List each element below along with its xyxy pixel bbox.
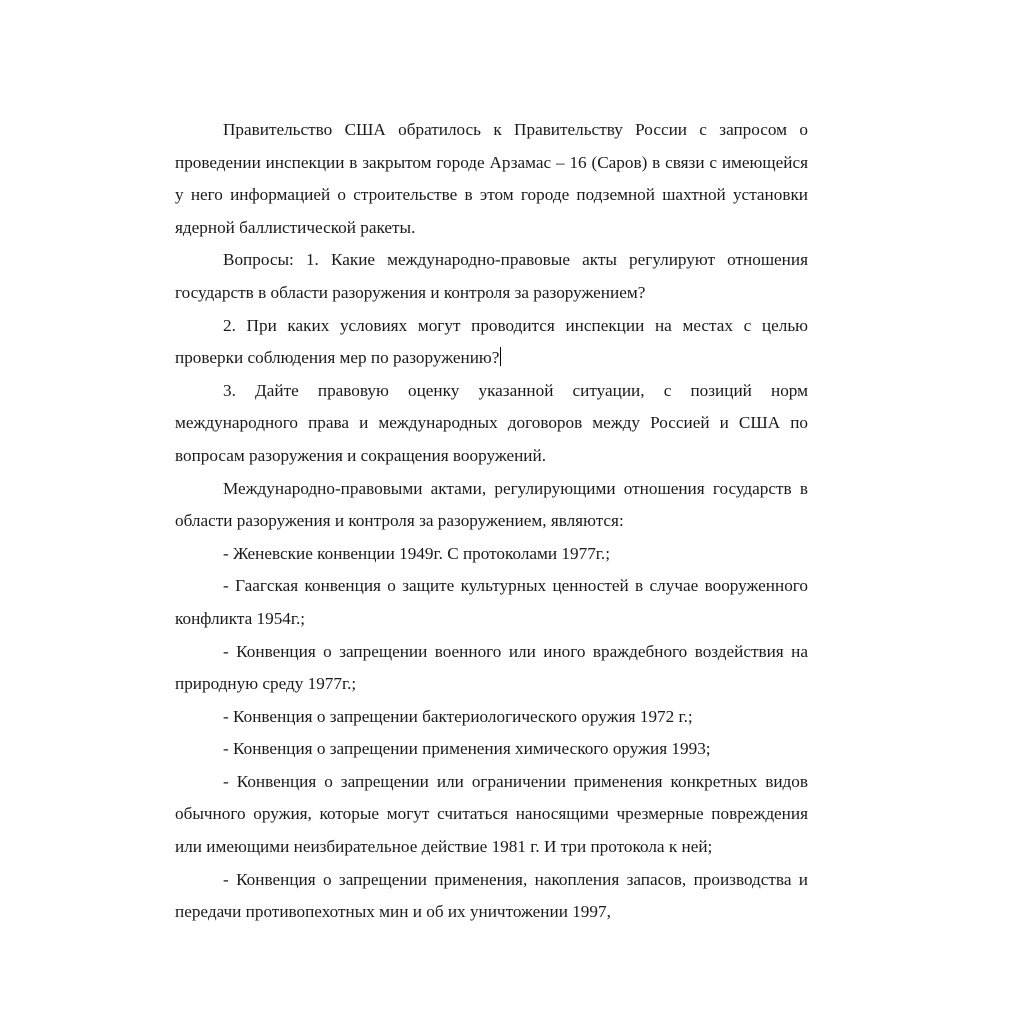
list-item-bacteriological: - Конвенция о запрещении бактериологического оружия 1972 г.; xyxy=(223,706,693,726)
paragraph-question-1: Вопросы: 1. Какие международно-правовые акты регулируют отношения государств в области разоружения и контроля за разоружением? xyxy=(175,250,808,302)
list-item-environment: - Конвенция о запрещении военного или иного враждебного воздействия на природную среду 1977г.; xyxy=(175,641,808,694)
paragraph-intro: Правительство США обратилось к Правительству России с запросом о проведении инспекции в закрытом городе Арзамас – 16 (Саров) в связи с имеющейся у него информацией о строительстве в этом городе подземной шахтной установки ядерной баллистической ракеты. xyxy=(175,120,808,237)
paragraph-question-2-text: 2. При каких условиях могут проводится инспекции на местах с целью проверки соблюдения мер по разоружению? xyxy=(175,315,808,368)
paragraph-question-2 xyxy=(175,310,808,375)
list-item-chemical: - Конвенция о запрещении применения химического оружия 1993; xyxy=(223,739,711,759)
list-item-landmines: - Конвенция о запрещении применения, накопления запасов, производства и передачи противопехотных мин и об их уничтожении 1997, xyxy=(175,869,808,922)
paragraph-answer-intro: Международно-правовыми актами, регулирующими отношения государств в области разоружения и контроля за разоружением, являются: xyxy=(175,478,808,531)
list-item-hague: - Гаагская конвенция о защите культурных ценностей в случае вооруженного конфликта 1954г.; xyxy=(175,576,808,628)
list-item-geneva: - Женевские конвенции 1949г. С протоколами 1977г.; xyxy=(223,543,610,563)
document-body[interactable] xyxy=(175,114,808,929)
list-item-conventional-weapons: - Конвенция о запрещении или ограничении применения конкретных видов обычного оружия, которые могут считаться наносящими чрезмерные повреждения или имеющими неизбирательное действие 1981 г. И три протокола к ней; xyxy=(175,771,808,857)
text-cursor xyxy=(500,347,501,366)
paragraph-question-3: 3. Дайте правовую оценку указанной ситуации, с позиций норм международного права и международных договоров между Россией и США по вопросам разоружения и сокращения вооружений. xyxy=(175,380,808,465)
